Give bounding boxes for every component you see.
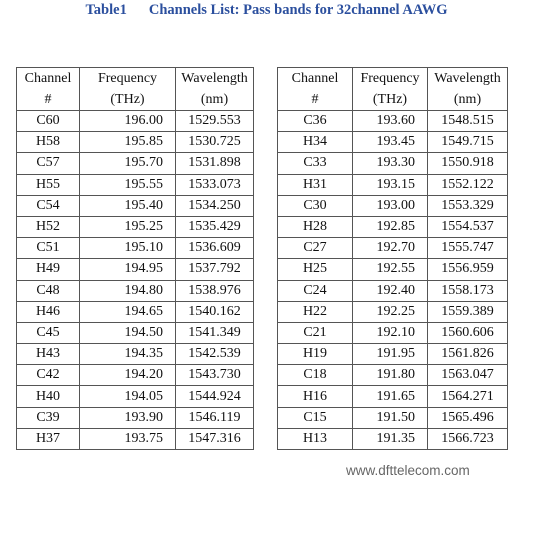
table-row <box>278 111 508 132</box>
channels-table-left <box>16 67 254 450</box>
channel-cell: C48 <box>17 280 80 301</box>
channel-cell: C39 <box>17 407 80 428</box>
wavelength-cell: 1535.429 <box>176 216 254 237</box>
frequency-cell: 192.70 <box>353 238 428 259</box>
wavelength-cell: 1533.073 <box>176 174 254 195</box>
wavelength-cell: 1544.924 <box>176 386 254 407</box>
frequency-cell: 191.65 <box>353 386 428 407</box>
wavelength-cell: 1538.976 <box>176 280 254 301</box>
table-row <box>17 174 254 195</box>
channel-cell: C42 <box>17 365 80 386</box>
frequency-cell: 194.05 <box>80 386 176 407</box>
frequency-cell: 192.40 <box>353 280 428 301</box>
table-row <box>17 322 254 343</box>
header-row <box>17 89 254 111</box>
wavelength-cell: 1529.553 <box>176 111 254 132</box>
table-row <box>278 428 508 449</box>
header-wavelength-unit: (nm) <box>176 89 254 111</box>
table-row <box>278 301 508 322</box>
table-row <box>17 216 254 237</box>
website-watermark: www.dfttelecom.com <box>346 463 470 478</box>
wavelength-cell: 1537.792 <box>176 259 254 280</box>
frequency-cell: 193.75 <box>80 428 176 449</box>
channel-cell: H34 <box>278 132 353 153</box>
channel-cell: H31 <box>278 174 353 195</box>
frequency-cell: 195.25 <box>80 216 176 237</box>
frequency-cell: 191.80 <box>353 365 428 386</box>
table-title <box>0 2 533 19</box>
header-frequency-label: Frequency <box>353 68 428 90</box>
frequency-cell: 195.10 <box>80 238 176 259</box>
wavelength-cell: 1556.959 <box>428 259 508 280</box>
channel-cell: C21 <box>278 322 353 343</box>
wavelength-cell: 1565.496 <box>428 407 508 428</box>
frequency-cell: 192.85 <box>353 216 428 237</box>
header-frequency-unit: (THz) <box>80 89 176 111</box>
wavelength-cell: 1553.329 <box>428 195 508 216</box>
frequency-cell: 196.00 <box>80 111 176 132</box>
table-label: Table1 <box>85 2 127 18</box>
wavelength-cell: 1542.539 <box>176 344 254 365</box>
frequency-cell: 193.30 <box>353 153 428 174</box>
table-row <box>17 428 254 449</box>
wavelength-cell: 1561.826 <box>428 344 508 365</box>
channel-cell: C51 <box>17 238 80 259</box>
wavelength-cell: 1555.747 <box>428 238 508 259</box>
header-channel-label: Channel <box>17 68 80 90</box>
channel-cell: C57 <box>17 153 80 174</box>
table-row <box>278 365 508 386</box>
table-row <box>278 216 508 237</box>
header-row <box>17 68 254 90</box>
table-row <box>278 280 508 301</box>
table-row <box>17 280 254 301</box>
channel-cell: H58 <box>17 132 80 153</box>
wavelength-cell: 1554.537 <box>428 216 508 237</box>
frequency-cell: 193.00 <box>353 195 428 216</box>
wavelength-cell: 1543.730 <box>176 365 254 386</box>
channel-cell: C33 <box>278 153 353 174</box>
channel-cell: C36 <box>278 111 353 132</box>
wavelength-cell: 1536.609 <box>176 238 254 259</box>
frequency-cell: 195.85 <box>80 132 176 153</box>
channel-cell: H28 <box>278 216 353 237</box>
frequency-cell: 193.90 <box>80 407 176 428</box>
table-row <box>17 344 254 365</box>
table-row <box>17 132 254 153</box>
header-wavelength-label: Wavelength <box>176 68 254 90</box>
channel-cell: C15 <box>278 407 353 428</box>
frequency-cell: 192.10 <box>353 322 428 343</box>
channel-cell: H19 <box>278 344 353 365</box>
table-row <box>17 365 254 386</box>
table-row <box>17 301 254 322</box>
channel-cell: C24 <box>278 280 353 301</box>
table-row <box>278 238 508 259</box>
wavelength-cell: 1546.119 <box>176 407 254 428</box>
table-caption: Channels List: Pass bands for 32channel AAWG <box>148 2 448 18</box>
header-channel-unit: # <box>17 89 80 111</box>
table-row <box>278 344 508 365</box>
frequency-cell: 194.20 <box>80 365 176 386</box>
table-row <box>278 259 508 280</box>
frequency-cell: 191.35 <box>353 428 428 449</box>
channels-table-right <box>277 67 508 450</box>
table-row <box>278 386 508 407</box>
channel-cell: C30 <box>278 195 353 216</box>
table-row <box>278 322 508 343</box>
frequency-cell: 193.60 <box>353 111 428 132</box>
frequency-cell: 195.40 <box>80 195 176 216</box>
channel-cell: C18 <box>278 365 353 386</box>
frequency-cell: 194.65 <box>80 301 176 322</box>
frequency-cell: 194.35 <box>80 344 176 365</box>
channel-cell: H43 <box>17 344 80 365</box>
frequency-cell: 193.15 <box>353 174 428 195</box>
wavelength-cell: 1558.173 <box>428 280 508 301</box>
wavelength-cell: 1552.122 <box>428 174 508 195</box>
channel-cell: H49 <box>17 259 80 280</box>
channel-cell: H22 <box>278 301 353 322</box>
table-row <box>278 407 508 428</box>
wavelength-cell: 1541.349 <box>176 322 254 343</box>
table-row <box>17 111 254 132</box>
frequency-cell: 191.95 <box>353 344 428 365</box>
channel-cell: H13 <box>278 428 353 449</box>
frequency-cell: 191.50 <box>353 407 428 428</box>
frequency-cell: 195.55 <box>80 174 176 195</box>
table-row <box>17 195 254 216</box>
channel-cell: H16 <box>278 386 353 407</box>
wavelength-cell: 1560.606 <box>428 322 508 343</box>
header-channel-label: Channel <box>278 68 353 90</box>
table-row <box>278 195 508 216</box>
frequency-cell: 194.50 <box>80 322 176 343</box>
wavelength-cell: 1549.715 <box>428 132 508 153</box>
header-row <box>278 89 508 111</box>
frequency-cell: 192.25 <box>353 301 428 322</box>
wavelength-cell: 1534.250 <box>176 195 254 216</box>
table-row <box>17 386 254 407</box>
channel-cell: H25 <box>278 259 353 280</box>
table-row <box>17 153 254 174</box>
wavelength-cell: 1563.047 <box>428 365 508 386</box>
frequency-cell: 193.45 <box>353 132 428 153</box>
wavelength-cell: 1547.316 <box>176 428 254 449</box>
channel-cell: H37 <box>17 428 80 449</box>
channel-cell: H40 <box>17 386 80 407</box>
channel-cell: C54 <box>17 195 80 216</box>
table-row <box>278 153 508 174</box>
table-row <box>278 132 508 153</box>
channel-cell: C45 <box>17 322 80 343</box>
channel-cell: H46 <box>17 301 80 322</box>
header-row <box>278 68 508 90</box>
channel-cell: H52 <box>17 216 80 237</box>
wavelength-cell: 1564.271 <box>428 386 508 407</box>
header-wavelength-label: Wavelength <box>428 68 508 90</box>
header-frequency-unit: (THz) <box>353 89 428 111</box>
frequency-cell: 192.55 <box>353 259 428 280</box>
table-row <box>17 238 254 259</box>
table-row <box>17 407 254 428</box>
wavelength-cell: 1566.723 <box>428 428 508 449</box>
wavelength-cell: 1559.389 <box>428 301 508 322</box>
wavelength-cell: 1540.162 <box>176 301 254 322</box>
frequency-cell: 194.95 <box>80 259 176 280</box>
wavelength-cell: 1548.515 <box>428 111 508 132</box>
header-wavelength-unit: (nm) <box>428 89 508 111</box>
channel-cell: C27 <box>278 238 353 259</box>
wavelength-cell: 1531.898 <box>176 153 254 174</box>
frequency-cell: 194.80 <box>80 280 176 301</box>
wavelength-cell: 1550.918 <box>428 153 508 174</box>
header-frequency-label: Frequency <box>80 68 176 90</box>
channel-cell: C60 <box>17 111 80 132</box>
header-channel-unit: # <box>278 89 353 111</box>
wavelength-cell: 1530.725 <box>176 132 254 153</box>
table-row <box>278 174 508 195</box>
channel-cell: H55 <box>17 174 80 195</box>
frequency-cell: 195.70 <box>80 153 176 174</box>
table-row <box>17 259 254 280</box>
